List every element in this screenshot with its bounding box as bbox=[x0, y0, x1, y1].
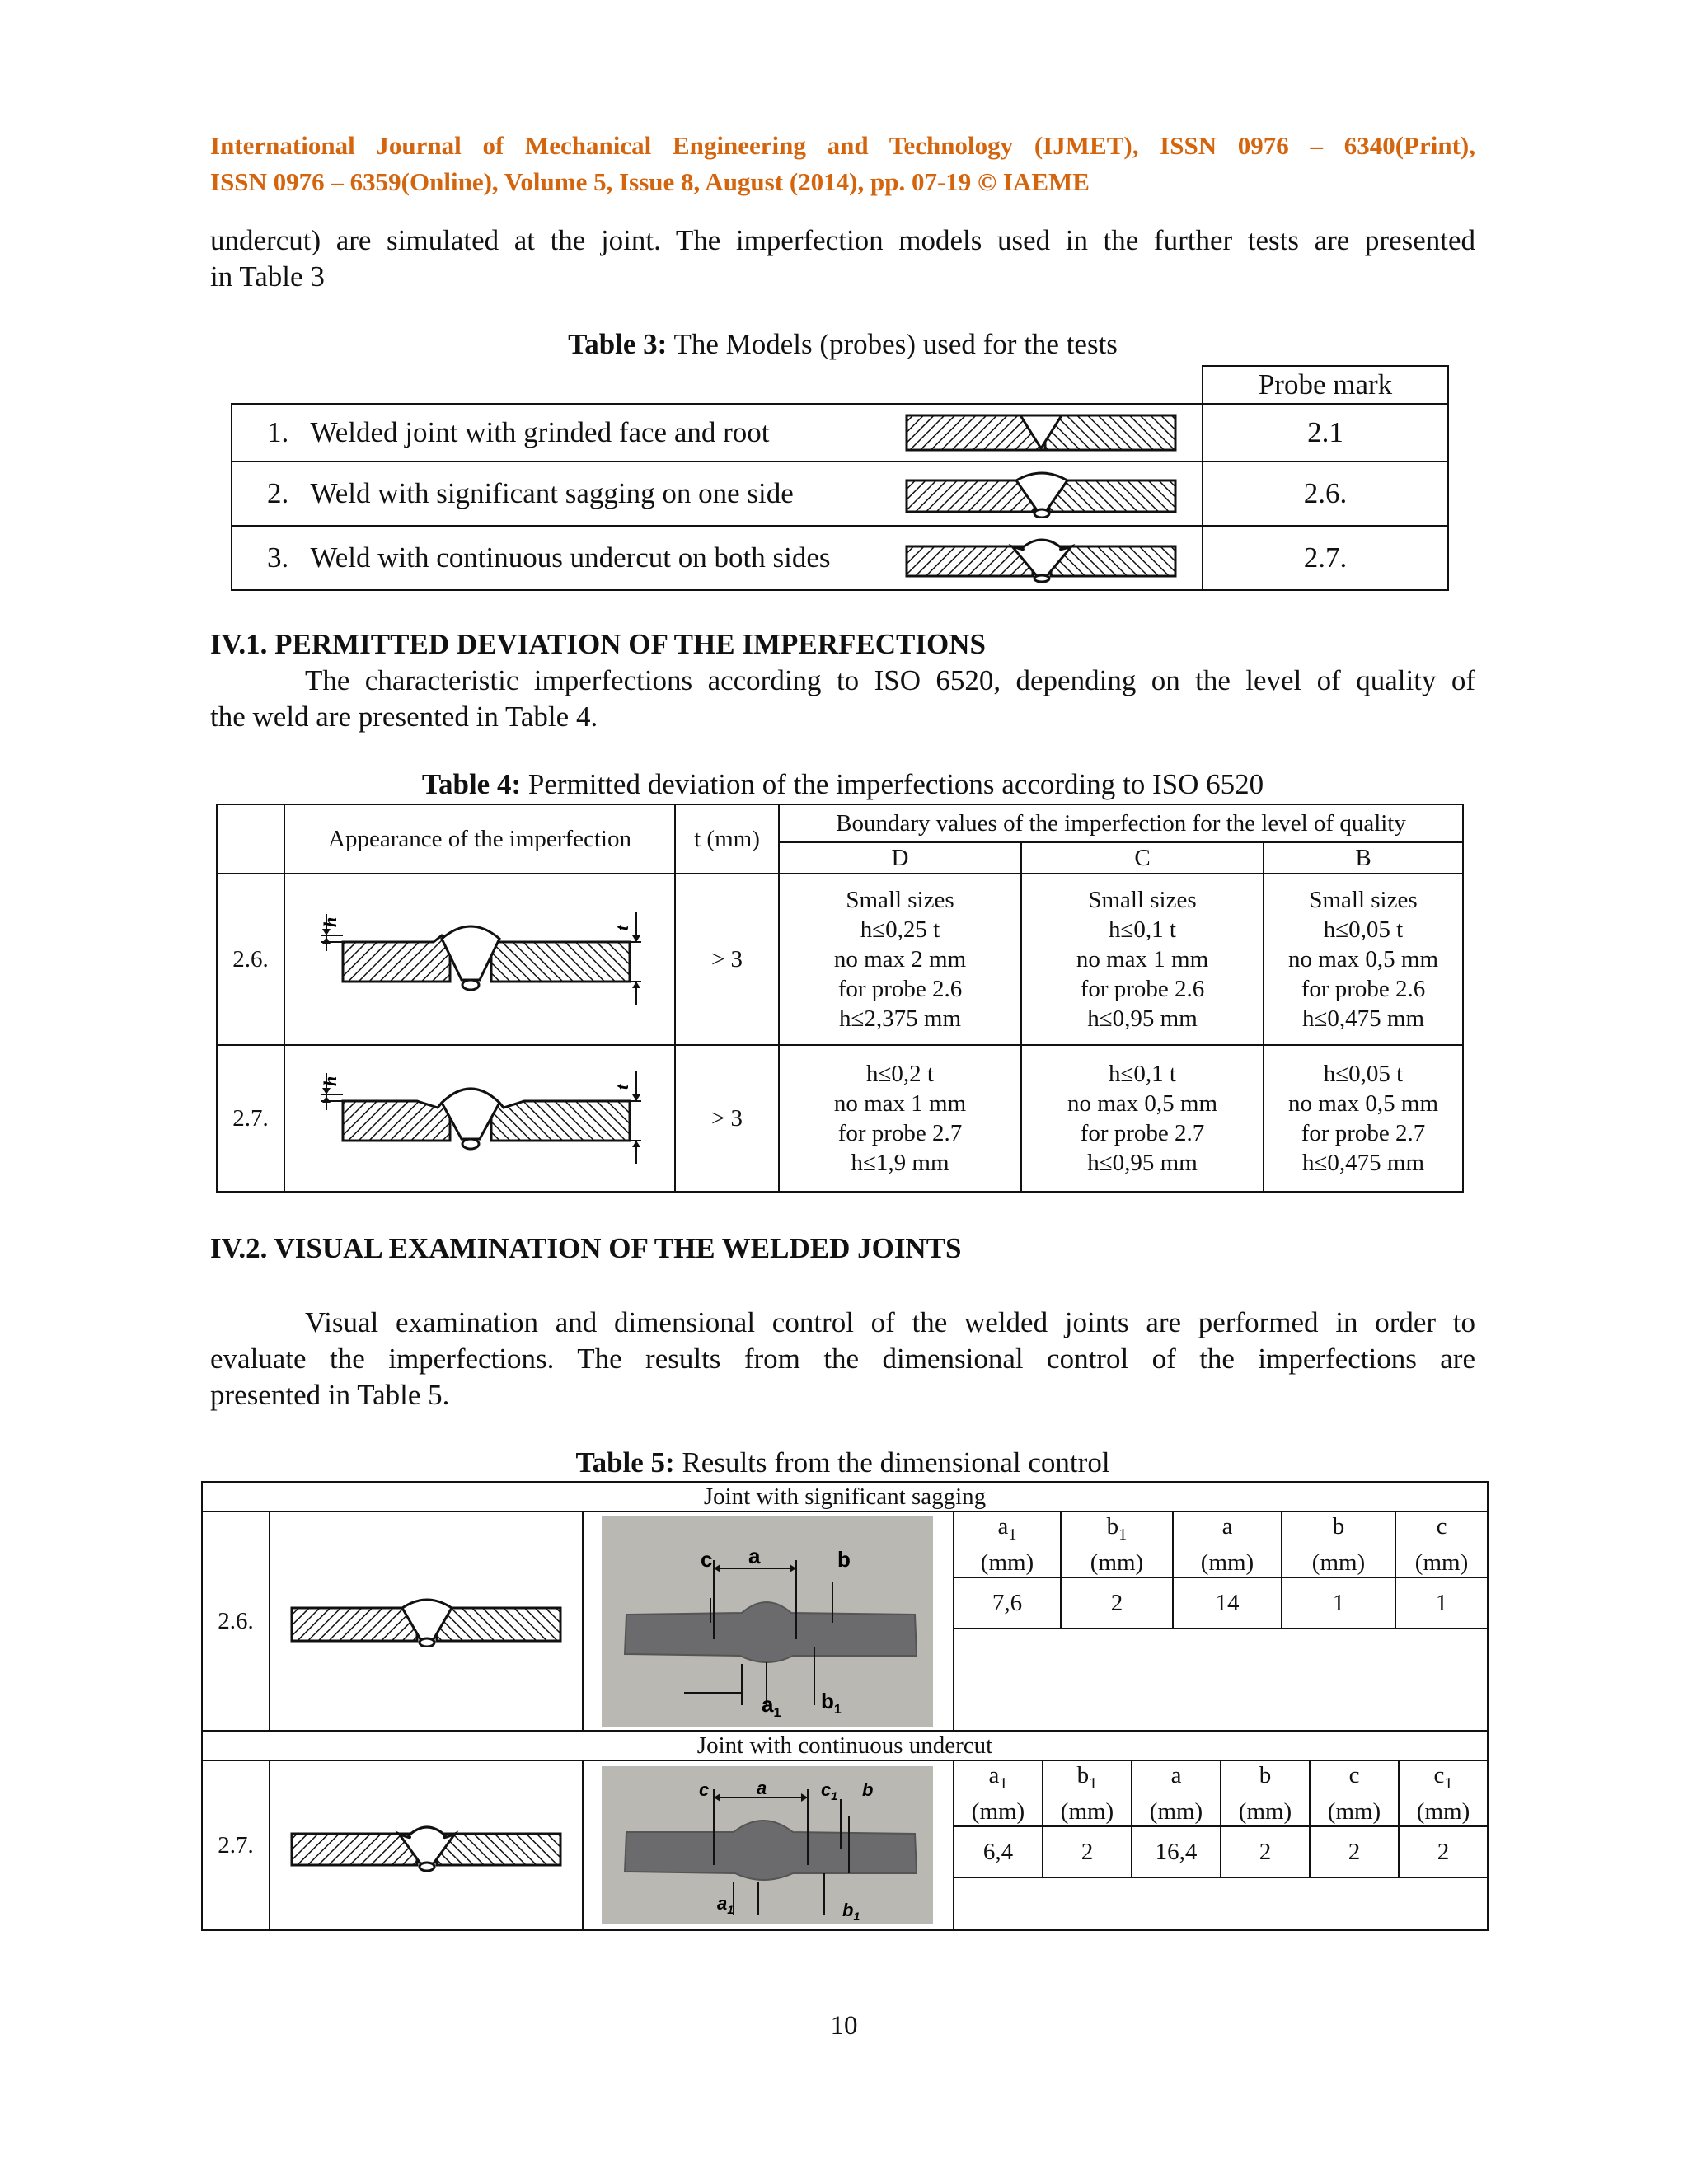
weld-diagram-sagging bbox=[905, 462, 1203, 526]
section-heading-iv2: IV.2. VISUAL EXAMINATION OF THE WELDED JOINTS bbox=[210, 1232, 962, 1264]
svg-text:b: b bbox=[862, 1779, 874, 1800]
table4-cell-c: Small sizes h≤0,1 t no max 1 mm for probe 2.6 h≤0,95 mm bbox=[1021, 874, 1264, 1045]
table4-row: 2.6. h t > 3 Small sizes h≤0,25 t no max 2 mm for probe 2.6 h≤2,375 mm Small sizes h≤0,1 t no max 1 mm for probe 2.6 h≤0,95 mm Small sizes h≤0,05 t no max 0,5 mm for probe 2.6 h≤0,475 mm bbox=[217, 874, 1463, 1045]
header-line-1: International Journal of Mechanical Engineering and Technology (IJMET), ISSN 0976 – 6340(Print), bbox=[210, 131, 1475, 160]
table5-measurements: $a_1$ (mm) $b_1$ (mm) a (mm) b (mm) c (mm) 7,6 2 14 1 1 bbox=[954, 1511, 1488, 1731]
table4-header-boundary: Boundary values of the imperfection for the level of quality bbox=[779, 804, 1463, 842]
svg-text:t: t bbox=[612, 925, 632, 930]
photo-sagging-joint bbox=[583, 1511, 954, 1731]
table5-row: 2.6. c a b $a_1$ $b_1$ $a_1$ (mm) $b_1$ (mm) a (mm) b (mm) c (mm) 7,6 2 14 1 1 bbox=[202, 1511, 1488, 1731]
table4-cell-c: h≤0,1 t no max 0,5 mm for probe 2.7 h≤0,95 mm bbox=[1021, 1045, 1264, 1192]
table4-header-t: t (mm) bbox=[675, 804, 779, 874]
table5-measurements: $a_1$ (mm) $b_1$ (mm) a (mm) b (mm) c (mm) $c_1$ (mm) 6,4 2 16,4 2 2 2 bbox=[954, 1760, 1488, 1930]
table4-cell-d: Small sizes h≤0,25 t no max 2 mm for probe 2.6 h≤2,375 mm bbox=[779, 874, 1021, 1045]
table5-group-title: Joint with continuous undercut bbox=[202, 1731, 1488, 1760]
journal-header bbox=[210, 128, 1475, 200]
svg-text:a: a bbox=[757, 1778, 767, 1798]
weld-sketch-sagging bbox=[270, 1511, 583, 1731]
table3-caption: Table 3: The Models (probes) used for the tests bbox=[568, 328, 1118, 360]
table4 bbox=[216, 804, 1464, 1193]
svg-text:c: c bbox=[701, 1547, 713, 1572]
section-heading-iv1: IV.1. PERMITTED DEVIATION OF THE IMPERFECTIONS bbox=[210, 628, 986, 660]
weld-diagram-undercut bbox=[905, 526, 1203, 590]
table5-group-title: Joint with significant sagging bbox=[202, 1482, 1488, 1511]
svg-text:b1: $b_1$ bbox=[842, 1900, 860, 1923]
section1-paragraph: The characteristic imperfections according to ISO 6520, depending on the level of quality of the weld are presented in Table 4. bbox=[210, 664, 1475, 733]
svg-text:a1: $a_1$ bbox=[717, 1893, 734, 1916]
table4-cell-d: h≤0,2 t no max 1 mm for probe 2.7 h≤1,9 mm bbox=[779, 1045, 1021, 1192]
photo-undercut-joint bbox=[583, 1760, 954, 1930]
svg-text:t: t bbox=[612, 1084, 632, 1090]
table5-caption: Table 5: Results from the dimensional control bbox=[575, 1446, 1110, 1479]
weld-diagram-flush bbox=[905, 404, 1203, 462]
table3-row: 2. Weld with significant sagging on one side 2.6. bbox=[232, 462, 1448, 526]
section2-paragraph: Visual examination and dimensional control of the welded joints are performed in order to evaluate the imperfections. The results from the dimensional control of the imperfections are presented in Table 5. bbox=[210, 1306, 1475, 1411]
intro-paragraph: undercut) are simulated at the joint. The imperfection models used in the further tests are presented in Table 3 bbox=[210, 224, 1475, 293]
page-number: 10 bbox=[830, 2011, 858, 2041]
table3-row: 1. Welded joint with grinded face and root 2.1 bbox=[232, 404, 1448, 462]
svg-text:a: a bbox=[748, 1544, 761, 1568]
table4-header-appearance: Appearance of the imperfection bbox=[284, 804, 675, 874]
table4-row: 2.7. h t > 3 h≤0,2 t no max 1 mm for probe 2.7 h≤1,9 mm h≤0,1 t no max 0,5 mm for probe 2.7 h≤0,95 mm h≤0,05 t no max 0,5 mm for probe 2.7 h≤0,475 mm bbox=[217, 1045, 1463, 1192]
svg-text:a1: $a_1$ bbox=[762, 1692, 781, 1720]
table3-row: 3. Weld with continuous undercut on both sides 2.7. bbox=[232, 526, 1448, 590]
table3 bbox=[231, 365, 1449, 591]
svg-text:b1: $b_1$ bbox=[821, 1689, 842, 1717]
svg-text:c: c bbox=[699, 1779, 710, 1800]
imperfection-diagram-undercut bbox=[284, 1045, 675, 1192]
table5-row: 2.7. c a $c_1$ b $a_1$ $b_1$ $a_1$ (mm) $b_1$ (mm) a (mm) b (mm) c (mm) $c_1$ (mm) 6,4 2 16,4 2 2 2 bbox=[202, 1760, 1488, 1930]
svg-text:h: h bbox=[320, 916, 340, 927]
svg-text:b: b bbox=[837, 1547, 851, 1572]
table4-caption: Table 4: Permitted deviation of the imperfections according to ISO 6520 bbox=[421, 768, 1264, 800]
svg-text:h: h bbox=[320, 1076, 340, 1086]
imperfection-diagram-sagging bbox=[284, 874, 675, 1045]
weld-sketch-undercut bbox=[270, 1760, 583, 1930]
table4-level-d: D bbox=[779, 842, 1021, 874]
table4-level-b: B bbox=[1264, 842, 1463, 874]
table3-header-probe-mark: Probe mark bbox=[1203, 366, 1448, 404]
table4-level-c: C bbox=[1021, 842, 1264, 874]
table4-cell-b: Small sizes h≤0,05 t no max 0,5 mm for probe 2.6 h≤0,475 mm bbox=[1264, 874, 1463, 1045]
header-line-2: ISSN 0976 – 6359(Online), Volume 5, Issue 8, August (2014), pp. 07-19 © IAEME bbox=[210, 167, 1090, 196]
svg-text:c1: $c_1$ bbox=[821, 1779, 838, 1802]
table4-cell-b: h≤0,05 t no max 0,5 mm for probe 2.7 h≤0,475 mm bbox=[1264, 1045, 1463, 1192]
table5 bbox=[201, 1481, 1489, 1931]
